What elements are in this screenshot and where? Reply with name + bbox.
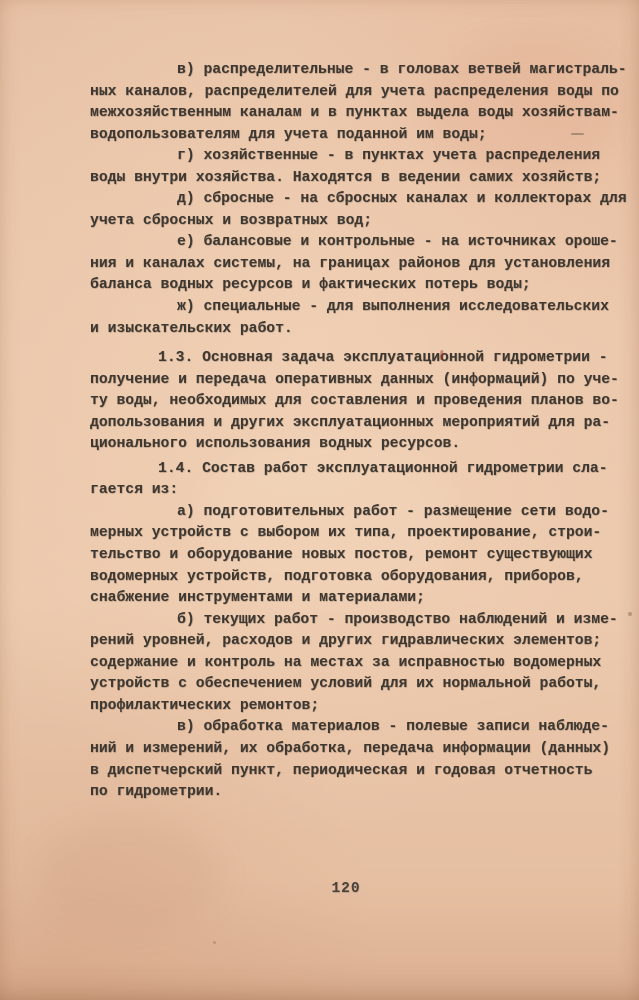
- text-line: межхозяйственным каналам и в пунктах выдела воды хозяйствам-: [90, 105, 619, 122]
- text-line: б) текущих работ - производство наблюдений и изме-: [177, 611, 618, 628]
- text-line: рений уровней, расходов и других гидравлических элементов;: [90, 633, 602, 650]
- list-item-b-tekushchikh: [90, 610, 638, 718]
- text-line: 1.3. Основная задача эксплуатационной гидрометрии -: [158, 350, 608, 367]
- list-item-g-khozyaistvennye: [90, 146, 638, 189]
- text-line: водомерных устройств, подготовка оборудования, приборов,: [90, 568, 584, 585]
- paper-blotch: [40, 820, 220, 930]
- text-line: водопользователям для учета поданной им воды;: [90, 126, 487, 143]
- text-line: ных каналов, распределителей для учета распределения воды по: [90, 83, 619, 100]
- list-item-a-podgotovitelnykh: [90, 502, 638, 610]
- scan-artifact-speck: [213, 941, 216, 944]
- text-line: баланса водных ресурсов и фактических потерь воды;: [90, 277, 531, 294]
- text-line: по гидрометрии.: [90, 784, 223, 801]
- list-item-e-balansovye: [90, 232, 638, 297]
- list-item-zh-spetsialnye: [90, 297, 638, 340]
- text-line: воды внутри хозяйства. Находятся в ведении самих хозяйств;: [90, 169, 602, 186]
- text-line: содержание и контроль на местах за исправностью водомерных: [90, 654, 602, 671]
- text-line: ния и каналах системы, на границах районов для установления: [90, 255, 611, 272]
- text-line: снабжение инструментами и материалами;: [90, 590, 425, 607]
- text-line: учета сбросных и возвратных вод;: [90, 212, 373, 229]
- text-line: д) сбросные - на сбросных каналах и коллекторах для: [177, 191, 627, 208]
- text-line: допользования и других эксплуатационных мероприятий для ра-: [90, 414, 611, 431]
- text-line: ж) специальные - для выполнения исследовательских: [177, 299, 609, 316]
- list-item-d-sbrosnye: [90, 189, 638, 232]
- text-line: в) распределительные - в головах ветвей магистраль-: [177, 62, 627, 78]
- list-item-v-obrabotka: [90, 717, 638, 803]
- text-line: в диспетчерский пункт, периодическая и годовая отчетность: [90, 762, 593, 779]
- page-text: [90, 60, 638, 804]
- text-line: ту воды, необходимых для составления и проведения планов во-: [90, 393, 619, 410]
- text-line: е) балансовые и контрольные - на источниках ороше-: [177, 234, 618, 251]
- text-line: профилактических ремонтов;: [90, 697, 320, 714]
- text-line: получение и передача оперативных данных (информаций) по уче-: [90, 371, 619, 388]
- list-item-v-raspredelitelnye: [90, 60, 638, 146]
- text-line: ний и измерений, их обработка, передача информации (данных): [90, 740, 611, 757]
- text-line: в) обработка материалов - полевые записи наблюде-: [177, 719, 609, 736]
- text-line: а) подготовительных работ - размещение сети водо-: [177, 503, 609, 520]
- text-line: мерных устройств с выбором их типа, проектирование, строи-: [90, 525, 602, 542]
- text-line: ционального использования водных ресурсов.: [90, 436, 461, 453]
- text-line: г) хозяйственные - в пунктах учета распределения: [177, 148, 601, 165]
- text-line: гается из:: [90, 482, 179, 499]
- text-line: тельство и оборудование новых постов, ремонт существующих: [90, 547, 593, 564]
- text-line: и изыскательских работ.: [90, 320, 293, 337]
- page-number: 120: [331, 881, 361, 897]
- section-1-4: [90, 459, 638, 502]
- section-1-3: [90, 348, 638, 456]
- text-line: устройств с обеспечением условий для их нормальной работы,: [90, 676, 602, 693]
- text-line: 1.4. Состав работ эксплуатационной гидрометрии сла-: [158, 460, 608, 477]
